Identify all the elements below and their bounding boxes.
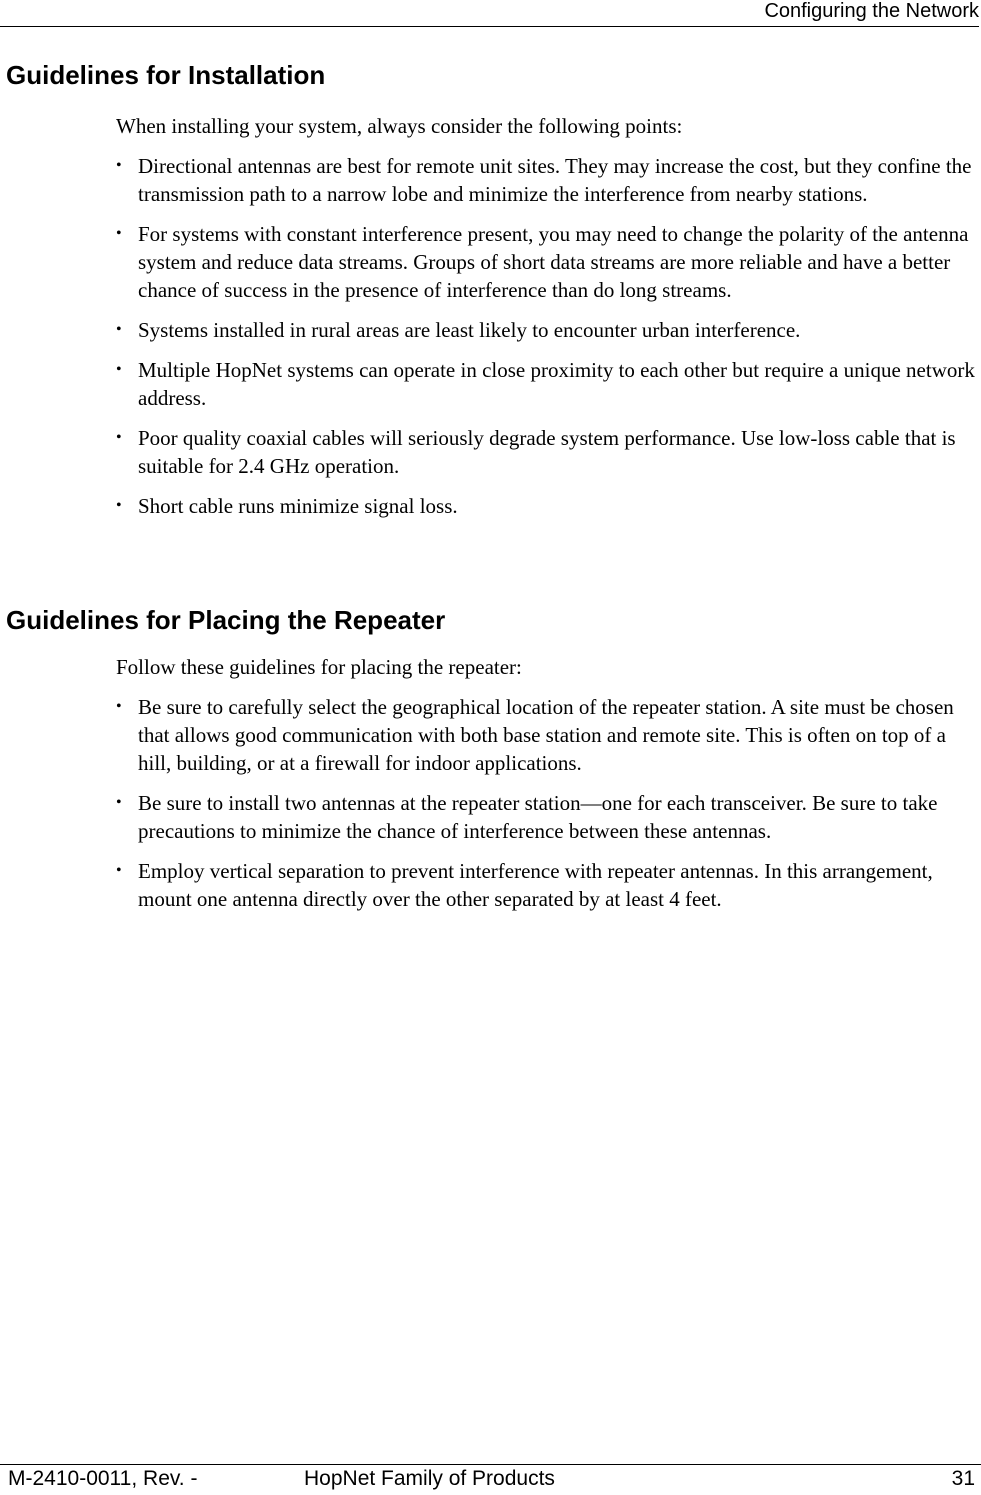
list-item [0,424,981,480]
section-heading: Guidelines for Placing the Repeater [6,605,446,635]
bullet-icon: • [116,497,122,514]
list-item-text: Multiple HopNet systems can operate in close proximity to each other but require a unique network address. [138,358,975,410]
page-header [0,0,979,27]
bullet-icon: • [116,862,122,879]
list-item [0,152,981,208]
list-item-text: Be sure to carefully select the geographical location of the repeater station. A site must be chosen that allows good communication with both base station and remote site. This is often on top of a hill, building, or at a firewall for indoor applications. [138,695,954,775]
list-item [0,356,981,412]
list-item [0,316,981,344]
document-id: M-2410-0011, Rev. - [8,1467,198,1490]
list-item [0,492,981,520]
list-item-text: Employ vertical separation to prevent interference with repeater antennas. In this arrangement, mount one antenna directly over the other separated by at least 4 feet. [138,859,933,911]
bullet-list [0,693,981,913]
bullet-icon: • [116,157,122,174]
bullet-list [0,152,981,520]
bullet-icon: • [116,225,122,242]
section-intro: Follow these guidelines for placing the repeater: [116,655,522,679]
bullet-icon: • [116,698,122,715]
page-number: 31 [951,1467,975,1490]
page-footer [0,1464,981,1495]
section-repeater [0,605,981,913]
list-item [0,857,981,913]
list-item-text: Systems installed in rural areas are least likely to encounter urban interference. [138,318,801,342]
list-item-text: Poor quality coaxial cables will seriously degrade system performance. Use low-loss cable that is suitable for 2.4 GHz operation. [138,426,956,478]
list-item-text: Short cable runs minimize signal loss. [138,494,458,518]
list-item [0,693,981,777]
chapter-title: Configuring the Network [764,0,979,22]
section-heading: Guidelines for Installation [6,60,326,90]
list-item [0,789,981,845]
section-installation [0,60,981,520]
list-item-text: Be sure to install two antennas at the repeater station—one for each transceiver. Be sure to take precautions to minimize the chance of interference between these antennas. [138,791,938,843]
list-item-text: For systems with constant interference present, you may need to change the polarity of the antenna system and reduce data streams. Groups of short data streams are more reliable and have a better chance of success in the presence of interference than do long streams. [138,222,969,302]
list-item-text: Directional antennas are best for remote unit sites. They may increase the cost, but they confine the transmission path to a narrow lobe and minimize the interference from nearby stations. [138,154,972,206]
bullet-icon: • [116,361,122,378]
bullet-icon: • [116,429,122,446]
product-name: HopNet Family of Products [304,1467,555,1490]
list-item [0,220,981,304]
bullet-icon: • [116,794,122,811]
bullet-icon: • [116,321,122,338]
section-intro: When installing your system, always consider the following points: [116,114,683,138]
